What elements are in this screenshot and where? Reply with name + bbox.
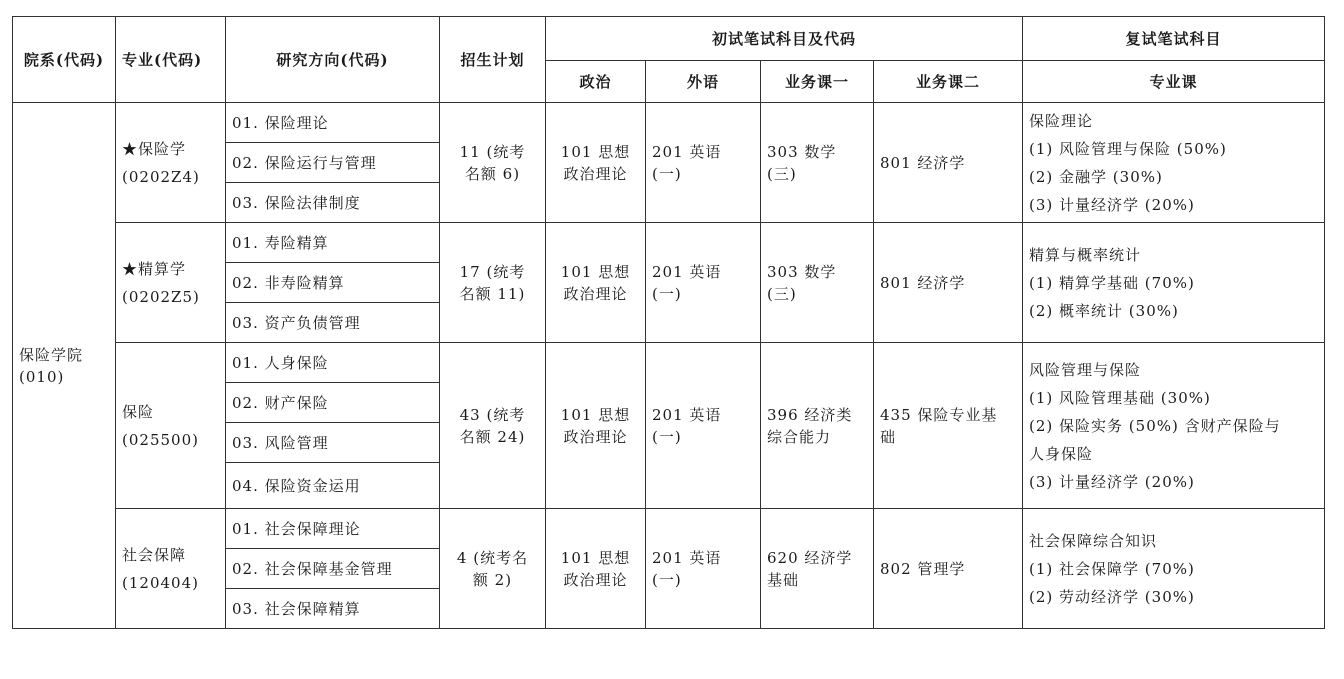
retest-line: (1) 风险管理基础 (30%) <box>1029 388 1211 407</box>
politics-line: 政治理论 <box>563 570 628 589</box>
direction-item: 02. 保险运行与管理 <box>226 143 440 183</box>
header-plan: 招生计划 <box>440 17 546 103</box>
course1-line: 396 经济类 <box>767 405 853 424</box>
course2-line: 础 <box>880 427 897 446</box>
plan-cell <box>440 103 546 223</box>
header-course2: 业务课二 <box>874 61 1023 103</box>
retest-line: (1) 社会保障学 (70%) <box>1029 559 1195 578</box>
direction-item: 01. 社会保障理论 <box>226 509 440 549</box>
foreign-cell <box>646 223 761 343</box>
table-row <box>13 103 1325 143</box>
header-foreign: 外语 <box>646 61 761 103</box>
course1-line: 303 数学 <box>767 142 837 161</box>
foreign-line: 201 英语 <box>652 142 722 161</box>
plan-line: 11 (统考 <box>459 142 526 161</box>
course1-cell <box>761 343 874 509</box>
course1-cell <box>761 509 874 629</box>
retest-line: 精算与概率统计 <box>1029 245 1142 264</box>
retest-line: (2) 概率统计 (30%) <box>1029 301 1179 320</box>
foreign-line: 201 英语 <box>652 548 722 567</box>
header-direction: 研究方向(代码) <box>226 17 440 103</box>
politics-line: 101 思想 <box>560 548 631 567</box>
retest-line: (1) 风险管理与保险 (50%) <box>1029 139 1227 158</box>
course2-line: 435 保险专业基 <box>880 405 998 424</box>
retest-line: 保险理论 <box>1029 111 1094 130</box>
header-politics: 政治 <box>546 61 646 103</box>
course1-line: 基础 <box>767 570 800 589</box>
foreign-line: 201 英语 <box>652 262 722 281</box>
table-row <box>13 343 1325 383</box>
politics-line: 政治理论 <box>563 427 628 446</box>
plan-line: 额 2) <box>472 570 513 589</box>
direction-item: 01. 寿险精算 <box>226 223 440 263</box>
major-code: (0202Z4) <box>122 167 200 186</box>
course1-line: 620 经济学 <box>767 548 853 567</box>
plan-line: 43 (统考 <box>459 405 526 424</box>
plan-line: 名额 11) <box>459 284 526 303</box>
plan-line: 17 (统考 <box>459 262 526 281</box>
retest-line: 社会保障综合知识 <box>1029 531 1158 550</box>
foreign-line: (一) <box>652 427 682 446</box>
retest-line: (2) 劳动经济学 (30%) <box>1029 587 1195 606</box>
plan-line: 4 (统考名 <box>456 548 529 567</box>
foreign-cell <box>646 103 761 223</box>
direction-item: 02. 财产保险 <box>226 383 440 423</box>
course2-cell: 801 经济学 <box>874 223 1023 343</box>
direction-item: 02. 非寿险精算 <box>226 263 440 303</box>
retest-line: (3) 计量经济学 (20%) <box>1029 195 1195 214</box>
foreign-cell <box>646 343 761 509</box>
politics-line: 101 思想 <box>560 262 631 281</box>
politics-line: 政治理论 <box>563 164 628 183</box>
header-initial-exam: 初试笔试科目及代码 <box>546 17 1023 61</box>
table-row <box>13 223 1325 263</box>
major-code: (120404) <box>122 573 199 592</box>
politics-line: 101 思想 <box>560 405 631 424</box>
major-name: 社会保障 <box>122 545 187 564</box>
major-cell <box>116 223 226 343</box>
course1-line: 303 数学 <box>767 262 837 281</box>
retest-line: (3) 计量经济学 (20%) <box>1029 472 1195 491</box>
retest-line: 人身保险 <box>1029 444 1094 463</box>
major-cell <box>116 103 226 223</box>
retest-line: (2) 保险实务 (50%) 含财产保险与 <box>1029 416 1281 435</box>
course2-cell: 801 经济学 <box>874 103 1023 223</box>
major-name: 保险 <box>122 402 155 421</box>
header-major: 专业(代码) <box>116 17 226 103</box>
header-course1: 业务课一 <box>761 61 874 103</box>
header-retest: 复试笔试科目 <box>1023 17 1325 61</box>
major-name: ★精算学 <box>122 259 187 278</box>
college-cell <box>13 103 116 629</box>
plan-cell <box>440 509 546 629</box>
table-row <box>13 509 1325 549</box>
plan-cell <box>440 223 546 343</box>
major-code: (0202Z5) <box>122 287 200 306</box>
retest-cell <box>1023 223 1325 343</box>
politics-line: 101 思想 <box>560 142 631 161</box>
direction-item: 03. 保险法律制度 <box>226 183 440 223</box>
direction-item: 03. 社会保障精算 <box>226 589 440 629</box>
header-college: 院系(代码) <box>13 17 116 103</box>
header-major-course: 专业课 <box>1023 61 1325 103</box>
course2-cell: 802 管理学 <box>874 509 1023 629</box>
direction-item: 04. 保险资金运用 <box>226 463 440 509</box>
politics-line: 政治理论 <box>563 284 628 303</box>
direction-item: 03. 资产负债管理 <box>226 303 440 343</box>
retest-line: (2) 金融学 (30%) <box>1029 167 1163 186</box>
retest-cell <box>1023 509 1325 629</box>
retest-line: (1) 精算学基础 (70%) <box>1029 273 1195 292</box>
foreign-line: 201 英语 <box>652 405 722 424</box>
foreign-line: (一) <box>652 284 682 303</box>
direction-item: 01. 保险理论 <box>226 103 440 143</box>
foreign-cell <box>646 509 761 629</box>
foreign-line: (一) <box>652 570 682 589</box>
politics-cell <box>546 223 646 343</box>
course2-cell <box>874 343 1023 509</box>
retest-line: 风险管理与保险 <box>1029 360 1142 379</box>
course1-line: (三) <box>767 164 797 183</box>
major-code: (025500) <box>122 430 199 449</box>
retest-cell <box>1023 103 1325 223</box>
direction-item: 03. 风险管理 <box>226 423 440 463</box>
retest-cell <box>1023 343 1325 509</box>
direction-item: 02. 社会保障基金管理 <box>226 549 440 589</box>
plan-cell <box>440 343 546 509</box>
college-code: (010) <box>19 367 65 386</box>
admissions-table <box>12 16 1325 629</box>
course1-cell <box>761 103 874 223</box>
plan-line: 名额 6) <box>464 164 521 183</box>
major-name: ★保险学 <box>122 139 187 158</box>
course1-line: 综合能力 <box>767 427 832 446</box>
course1-line: (三) <box>767 284 797 303</box>
politics-cell <box>546 509 646 629</box>
plan-line: 名额 24) <box>459 427 526 446</box>
header-row-1 <box>13 17 1325 61</box>
foreign-line: (一) <box>652 164 682 183</box>
politics-cell <box>546 103 646 223</box>
direction-item: 01. 人身保险 <box>226 343 440 383</box>
major-cell <box>116 509 226 629</box>
politics-cell <box>546 343 646 509</box>
college-name: 保险学院 <box>19 345 84 364</box>
course1-cell <box>761 223 874 343</box>
major-cell <box>116 343 226 509</box>
